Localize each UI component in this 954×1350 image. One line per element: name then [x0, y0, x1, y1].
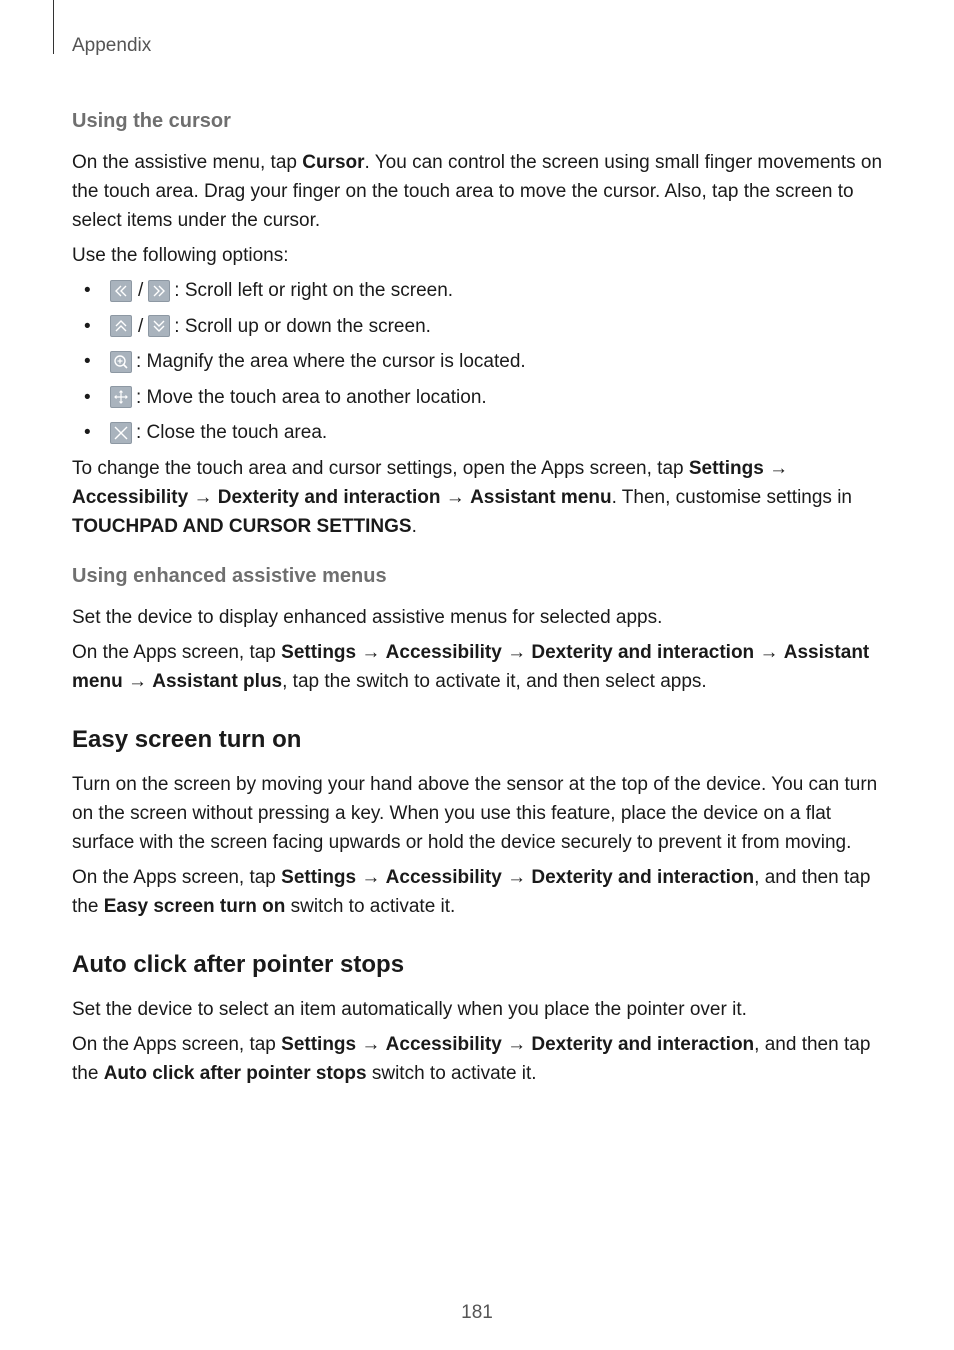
- options-lead: Use the following options:: [72, 245, 289, 266]
- section-title-easy-screen: Easy screen turn on: [72, 725, 302, 753]
- subheading-enhanced-menus: Using enhanced assistive menus: [72, 564, 387, 587]
- close-icon: [110, 422, 132, 444]
- bullet: •: [84, 351, 91, 372]
- option-item: [72, 312, 884, 341]
- option-text: : Close the touch area.: [136, 422, 328, 443]
- text-run: Turn on the screen by moving your hand above the sensor at the top of the device. You can turn on the screen without pressing a key. When you use this feature, place the device on a flat surface with the screen facing upwards or hold the device securely to prevent it from moving.: [72, 773, 878, 853]
- easy-instructions: [72, 863, 884, 921]
- text-run: To change the touch area and cursor settings, open the Apps screen, tap: [72, 457, 689, 479]
- text-run: →: [501, 1033, 532, 1055]
- bold-term: Cursor: [302, 152, 365, 173]
- scroll-down-icon: [148, 315, 170, 337]
- scroll-up-icon: [110, 315, 132, 337]
- bold-term: Accessibility: [385, 1033, 502, 1055]
- bold-term: Easy screen turn on: [103, 895, 286, 917]
- bold-term: Assistant plus: [152, 670, 283, 692]
- easy-description: [72, 770, 884, 857]
- option-text: : Scroll up or down the screen.: [174, 315, 431, 337]
- text-run: On the Apps screen, tap: [72, 1033, 282, 1055]
- option-text: : Scroll left or right on the screen.: [174, 280, 454, 301]
- text-run: , and then tap the: [72, 1033, 871, 1084]
- text-run: switch to activate it.: [285, 895, 456, 917]
- text-run: . You can control the screen using small finger movements on the touch area. Drag your finger on the touch area to move the cursor. Also, tap the screen to select items under the cursor.: [72, 152, 883, 231]
- page-number: 181: [461, 1302, 493, 1323]
- text-run: On the Apps screen, tap: [72, 866, 282, 888]
- magnify-icon: [110, 351, 132, 373]
- cursor-intro: [72, 148, 884, 235]
- bold-term: Settings: [281, 866, 357, 888]
- bold-term: Assistant menu: [470, 486, 612, 508]
- bullet: •: [84, 280, 91, 301]
- bold-term: Assistant menu: [72, 641, 870, 692]
- text-run: switch to activate it.: [366, 1062, 537, 1084]
- bold-term: Settings: [688, 457, 764, 479]
- bullet: •: [84, 386, 91, 408]
- bold-term: Accessibility: [385, 641, 502, 663]
- text-run: . Then, customise settings in: [611, 486, 852, 508]
- text-run: Set the device to display enhanced assistive menus for selected apps.: [72, 606, 663, 628]
- text-run: , tap the switch to activate it, and then select apps.: [282, 670, 707, 692]
- bold-term: Dexterity and interaction: [531, 866, 755, 888]
- bold-term: TOUCHPAD AND CURSOR SETTINGS: [72, 515, 412, 537]
- page-content: [72, 110, 884, 1094]
- text-run: →: [356, 1033, 386, 1055]
- bullet: •: [84, 315, 91, 337]
- scroll-left-icon: [110, 280, 132, 302]
- move-icon: [110, 386, 132, 408]
- bold-term: Dexterity and interaction: [217, 486, 441, 508]
- text-run: →: [122, 670, 153, 692]
- bold-term: Dexterity and interaction: [531, 1033, 755, 1055]
- cursor-settings-paragraph: [72, 454, 884, 541]
- bold-term: Settings: [281, 1033, 357, 1055]
- text-run: .: [411, 515, 417, 537]
- option-item: [72, 418, 884, 447]
- option-text: : Move the touch area to another location.: [136, 386, 487, 408]
- running-head: Appendix: [72, 35, 152, 56]
- bold-term: Settings: [281, 641, 357, 663]
- bold-term: Accessibility: [72, 486, 189, 508]
- option-item: [72, 383, 884, 412]
- icon-separator: /: [138, 315, 144, 337]
- text-run: , and then tap the: [72, 866, 871, 917]
- text-run: →: [188, 486, 218, 508]
- text-run: →: [440, 486, 471, 508]
- text-run: →: [356, 641, 386, 663]
- text-run: →: [763, 457, 789, 479]
- text-run: On the Apps screen, tap: [72, 641, 282, 663]
- enhanced-instructions: [72, 638, 884, 696]
- text-run: →: [501, 866, 532, 888]
- bullet: •: [84, 422, 91, 443]
- text-run: →: [754, 641, 784, 663]
- autoclick-description: [72, 995, 884, 1024]
- text-run: On the assistive menu, tap: [72, 152, 303, 173]
- icon-separator: /: [138, 280, 144, 301]
- bold-term: Dexterity and interaction: [531, 641, 755, 663]
- option-text: : Magnify the area where the cursor is located.: [136, 351, 526, 372]
- page-rule: [53, 0, 54, 54]
- option-item: [72, 276, 884, 305]
- autoclick-instructions: [72, 1030, 884, 1088]
- scroll-right-icon: [148, 280, 170, 302]
- text-run: →: [356, 866, 386, 888]
- section-title-auto-click: Auto click after pointer stops: [72, 950, 405, 978]
- bold-term: Accessibility: [385, 866, 502, 888]
- options-list: [72, 276, 884, 447]
- bold-term: Auto click after pointer stops: [103, 1062, 367, 1084]
- text-run: →: [501, 641, 532, 663]
- option-item: [72, 347, 884, 376]
- text-run: Set the device to select an item automatically when you place the pointer over it.: [72, 998, 747, 1020]
- enhanced-description: [72, 603, 884, 632]
- subheading-using-cursor: Using the cursor: [72, 110, 231, 132]
